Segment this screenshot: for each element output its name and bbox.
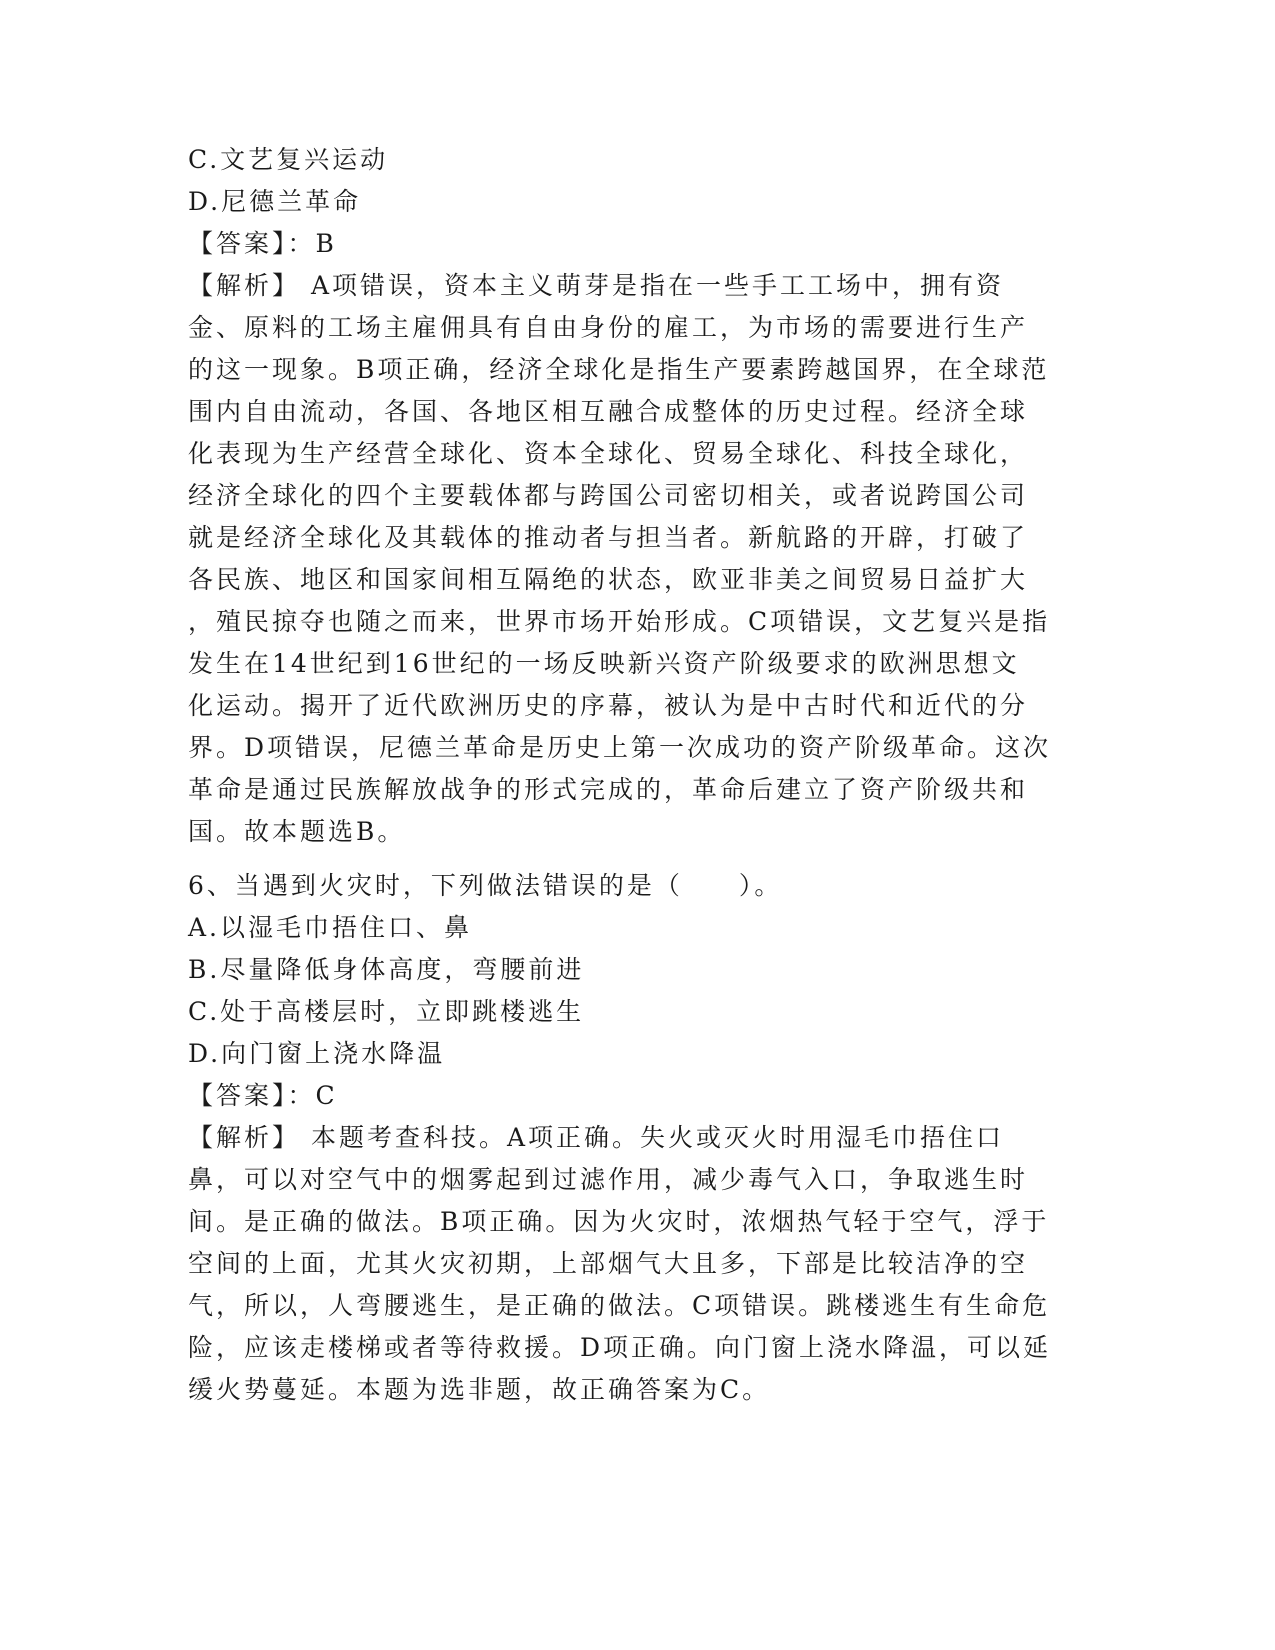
analysis-line: 【解析】 A项错误，资本主义萌芽是指在一些手工工场中，拥有资 bbox=[188, 271, 1005, 300]
option-d: D.向门窗上浇水降温 bbox=[188, 1039, 446, 1068]
analysis-line: 化表现为生产经营全球化、资本全球化、贸易全球化、科技全球化， bbox=[188, 439, 1029, 468]
analysis-line: 的这一现象。B项正确，经济全球化是指生产要素跨越国界，在全球范 bbox=[188, 355, 1050, 384]
analysis-line: 发生在14世纪到16世纪的一场反映新兴资产阶级要求的欧洲思想文 bbox=[188, 649, 1020, 678]
analysis-line: 就是经济全球化及其载体的推动者与担当者。新航路的开辟，打破了 bbox=[188, 523, 1029, 552]
option-d: D.尼德兰革命 bbox=[188, 187, 362, 216]
analysis-line: 化运动。揭开了近代欧洲历史的序幕，被认为是中古时代和近代的分 bbox=[188, 691, 1029, 720]
question-6: 6、当遇到火灾时，下列做法错误的是（ ）。 bbox=[188, 871, 783, 900]
analysis-line: 【解析】 本题考查科技。A项正确。失火或灭火时用湿毛巾捂住口 bbox=[188, 1123, 1005, 1152]
analysis-line: 险，应该走楼梯或者等待救援。D项正确。向门窗上浇水降温，可以延 bbox=[188, 1333, 1052, 1362]
analysis-line: 空间的上面，尤其火灾初期，上部烟气大且多，下部是比较洁净的空 bbox=[188, 1249, 1029, 1278]
option-c: C.文艺复兴运动 bbox=[188, 145, 389, 174]
option-a: A.以湿毛巾捂住口、鼻 bbox=[188, 913, 473, 942]
analysis-line: 缓火势蔓延。本题为选非题，故正确答案为C。 bbox=[188, 1375, 771, 1404]
analysis-line: ，殖民掠夺也随之而来，世界市场开始形成。C项错误，文艺复兴是指 bbox=[188, 607, 1051, 636]
answer-label: 【答案】：B bbox=[188, 229, 337, 258]
analysis-line: 国。故本题选B。 bbox=[188, 817, 406, 846]
analysis-line: 各民族、地区和国家间相互隔绝的状态，欧亚非美之间贸易日益扩大 bbox=[188, 565, 1029, 594]
analysis-line: 间。是正确的做法。B项正确。因为火灾时，浓烟热气轻于空气，浮于 bbox=[188, 1207, 1050, 1236]
analysis-line: 经济全球化的四个主要载体都与跨国公司密切相关，或者说跨国公司 bbox=[188, 481, 1029, 510]
analysis-line: 鼻，可以对空气中的烟雾起到过滤作用，减少毒气入口，争取逃生时 bbox=[188, 1165, 1029, 1194]
analysis-line: 界。D项错误，尼德兰革命是历史上第一次成功的资产阶级革命。这次 bbox=[188, 733, 1052, 762]
option-b: B.尽量降低身体高度，弯腰前进 bbox=[188, 955, 585, 984]
analysis-line: 气，所以，人弯腰逃生，是正确的做法。C项错误。跳楼逃生有生命危 bbox=[188, 1291, 1051, 1320]
answer-label: 【答案】：C bbox=[188, 1081, 338, 1110]
analysis-line: 革命是通过民族解放战争的形式完成的，革命后建立了资产阶级共和 bbox=[188, 775, 1029, 804]
analysis-line: 围内自由流动，各国、各地区相互融合成整体的历史过程。经济全球 bbox=[188, 397, 1029, 426]
option-c: C.处于高楼层时，立即跳楼逃生 bbox=[188, 997, 585, 1026]
analysis-line: 金、原料的工场主雇佣具有自由身份的雇工，为市场的需要进行生产 bbox=[188, 313, 1029, 342]
